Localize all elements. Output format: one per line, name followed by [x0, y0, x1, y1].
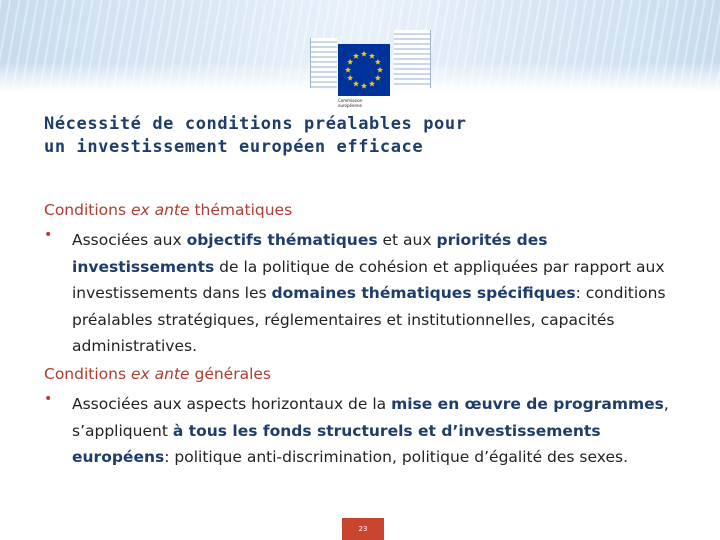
bullet1-bold-1: objectifs thématiques — [186, 231, 378, 249]
section1-italic: ex ante — [130, 201, 190, 219]
page-number-badge: 23 — [342, 518, 384, 540]
bullet2-bold-2: à tous les fonds structurels et d’investissements européens — [72, 421, 601, 466]
logo-building-left — [310, 38, 337, 88]
bullet1-bold-3: domaines thématiques spécifiques — [271, 284, 576, 302]
bullet-dot-icon: • — [44, 391, 53, 407]
section-heading-thematic — [44, 200, 292, 220]
title-line-1: Nécessité de conditions préalables pour — [44, 114, 467, 134]
logo-line-1: Commission — [338, 98, 363, 103]
bullet1-text-3: de la politique de cohésion et appliquées par rapport aux investissements dans les — [72, 257, 665, 302]
page-title — [44, 113, 684, 159]
bullet1-text-1: Associées aux — [72, 231, 187, 249]
eu-flag-icon — [338, 44, 390, 96]
bullet-text-thematic — [72, 227, 677, 360]
bullet-text-general — [72, 391, 677, 471]
bullet2-text-1: Associées aux aspects horizontaux de la — [72, 395, 392, 413]
bullet1-text-4: : conditions préalables stratégiques, réglementaires et institutionnelles, capacités administratives. — [72, 284, 666, 355]
logo-building-right — [394, 30, 431, 88]
section1-prefix: Conditions — [44, 201, 131, 219]
section2-suffix: générales — [189, 365, 271, 383]
logo-line-2: européenne — [338, 103, 362, 108]
eu-commission-logo — [310, 18, 430, 108]
bullet2-bold-1: mise en œuvre de programmes — [391, 395, 664, 413]
section1-suffix: thématiques — [189, 201, 293, 219]
bullet1-text-2: et aux — [377, 231, 437, 249]
bullet1-bold-2: priorités des investissements — [72, 231, 548, 276]
bullet2-text-2: , s’appliquent — [72, 395, 669, 440]
section2-prefix: Conditions — [44, 365, 131, 383]
bullet2-text-3: : politique anti-discrimination, politique d’égalité des sexes. — [164, 448, 629, 466]
logo-caption — [338, 98, 394, 108]
bullet-dot-icon: • — [44, 227, 53, 243]
section-heading-general — [44, 364, 271, 384]
title-line-2: un investissement européen efficace — [44, 137, 424, 157]
section2-italic: ex ante — [130, 365, 190, 383]
